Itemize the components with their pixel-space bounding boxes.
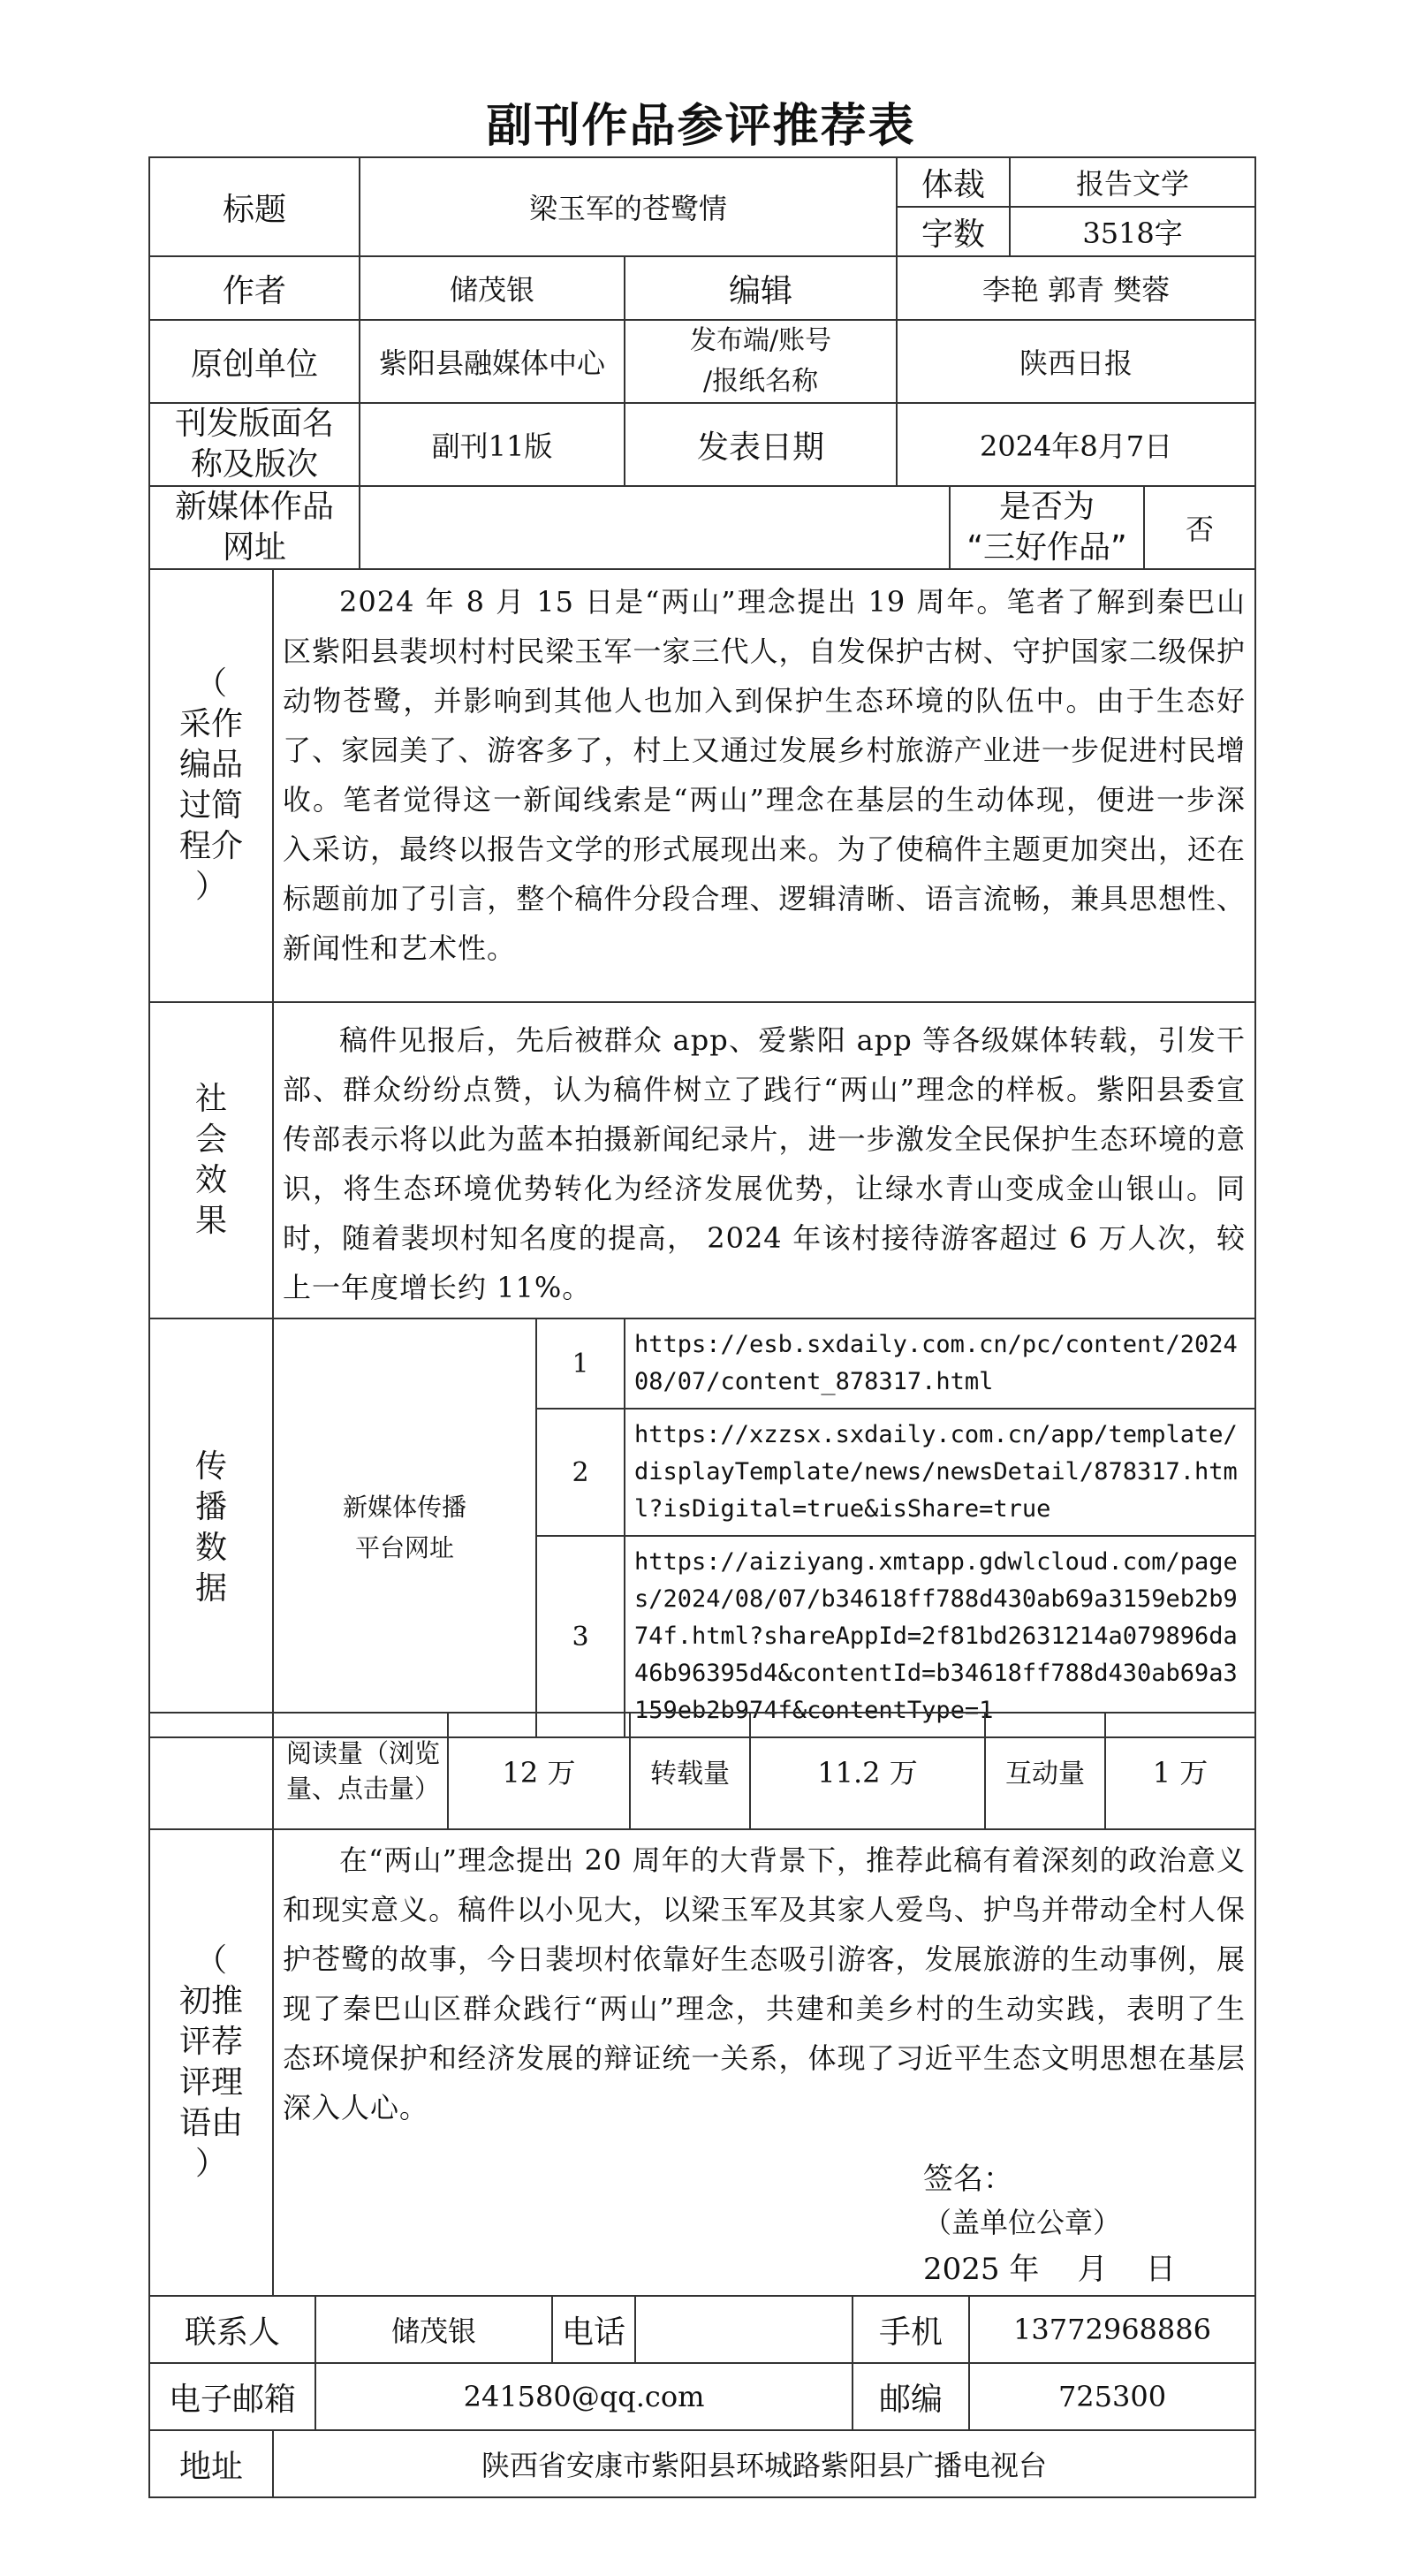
stats-empty-cell bbox=[149, 1713, 273, 1829]
info-table bbox=[148, 156, 1256, 1738]
genre-label: 体裁 bbox=[897, 157, 1010, 207]
email-value: 241580@qq.com bbox=[315, 2363, 853, 2430]
address-value: 陕西省安康市紫阳县环城路紫阳县广播电视台 bbox=[273, 2430, 1255, 2497]
recommend-label-char: 初推 bbox=[178, 1983, 243, 2019]
spread-label-char: 数 bbox=[194, 1530, 227, 1566]
recommend-label-char: 语由 bbox=[178, 2105, 243, 2141]
publisher-label-line1: 发布端/账号 bbox=[689, 325, 832, 356]
document-title: 副刊作品参评推荐表 bbox=[486, 100, 916, 153]
recommend-label-char: （ bbox=[194, 1942, 227, 1979]
author-value: 储茂银 bbox=[360, 256, 625, 320]
process-label bbox=[149, 569, 273, 1002]
zip-label: 邮编 bbox=[853, 2363, 969, 2430]
sign-label: 签名： bbox=[923, 2162, 1013, 2197]
url-number: 1 bbox=[536, 1318, 625, 1409]
title-value: 梁玉军的苍鹭情 bbox=[360, 157, 897, 256]
process-label-char: 程介 bbox=[178, 828, 243, 864]
platform-label-line2: 平台网址 bbox=[355, 1533, 455, 1562]
publisher-label-line2: /报纸名称 bbox=[702, 366, 819, 397]
process-label-char: 编品 bbox=[178, 747, 243, 783]
page-label-line1: 刊发版面名 bbox=[175, 406, 335, 442]
mobile-label: 手机 bbox=[853, 2296, 969, 2363]
spread-label bbox=[149, 1318, 273, 1737]
genre-value: 报告文学 bbox=[1010, 157, 1255, 207]
contact-label: 联系人 bbox=[149, 2296, 315, 2363]
unit-value: 紫阳县融媒体中心 bbox=[360, 320, 625, 403]
process-label-char: 过简 bbox=[178, 787, 243, 824]
sign-date: 2025 年 月 日 bbox=[923, 2252, 1176, 2287]
recommend-label-char: 评理 bbox=[178, 2064, 243, 2101]
date-value: 2024年8月7日 bbox=[897, 403, 1255, 486]
zip-value: 725300 bbox=[969, 2363, 1255, 2430]
sanhao-label-line1: 是否为 bbox=[999, 489, 1095, 525]
spread-label-char: 据 bbox=[194, 1570, 227, 1607]
platform-label bbox=[273, 1318, 536, 1737]
url-link-1[interactable]: https://esb.sxdaily.com.cn/pc/content/202408/07/content_878317.html bbox=[625, 1318, 1255, 1409]
effect-label-char: 效 bbox=[194, 1162, 227, 1198]
process-label-char: ） bbox=[194, 869, 227, 905]
editor-value: 李艳 郭青 樊蓉 bbox=[897, 256, 1255, 320]
effect-label-char: 会 bbox=[194, 1121, 227, 1158]
page-value: 副刊11版 bbox=[360, 403, 625, 486]
recommend-label-char: 评荐 bbox=[178, 2024, 243, 2060]
interactions-label: 互动量 bbox=[985, 1713, 1105, 1829]
contact-value: 储茂银 bbox=[315, 2296, 552, 2363]
reposts-label: 转载量 bbox=[630, 1713, 750, 1829]
wordcount-label: 字数 bbox=[897, 207, 1010, 256]
newmedia-value bbox=[360, 486, 950, 569]
phone-value bbox=[635, 2296, 853, 2363]
unit-label: 原创单位 bbox=[149, 320, 360, 403]
date-label: 发表日期 bbox=[625, 403, 897, 486]
process-text: 2024 年 8 月 15 日是“两山”理念提出 19 周年。笔者了解到秦巴山区紫阳县裴坝村村民梁玉军一家三代人，自发保护古树、守护国家二级保护动物苍鹭，并影响到其他人也加入到保护生态环境的队伍中。由于生态好了、家园美了、游客多了，村上又通过发展乡村旅游产业进一步促进村民增收。笔者觉得这一新闻线索是“两山”理念在基层的生动体现，便进一步深入采访，最终以报告文学的形式展现出来。为了使稿件主题更加突出，还在标题前加了引言，整个稿件分段合理、逻辑清晰、语言流畅，兼具思想性、新闻性和艺术性。 bbox=[283, 585, 1247, 965]
process-label-char: 采作 bbox=[178, 706, 243, 742]
phone-label: 电话 bbox=[552, 2296, 635, 2363]
wordcount-value: 3518字 bbox=[1010, 207, 1255, 256]
spread-label-char: 播 bbox=[194, 1489, 227, 1525]
reads-value: 12 万 bbox=[448, 1713, 630, 1829]
sanhao-label-line2: “三好作品” bbox=[966, 529, 1127, 566]
publisher-value: 陕西日报 bbox=[897, 320, 1255, 403]
effect-label-char: 社 bbox=[194, 1081, 227, 1117]
newmedia-label-line1: 新媒体作品 bbox=[175, 489, 335, 525]
address-label: 地址 bbox=[149, 2430, 273, 2497]
effect-label bbox=[149, 1002, 273, 1318]
reposts-value: 11.2 万 bbox=[750, 1713, 985, 1829]
page-label bbox=[149, 403, 360, 486]
effect-label-char: 果 bbox=[194, 1203, 227, 1239]
platform-label-line1: 新媒体传播 bbox=[343, 1493, 467, 1522]
recommend-text: 在“两山”理念提出 20 周年的大背景下，推荐此稿有着深刻的政治意义和现实意义。稿件以小见大，以梁玉军及其家人爱鸟、护鸟并带动全村人保护苍鹭的故事，今日裴坝村依靠好生态吸引游客，发展旅游的生动事例，展现了秦巴山区群众践行“两山”理念，共建和美乡村的生动实践，表明了生态环境保护和经济发展的辩证统一关系，体现了习近平生态文明思想在基层深入人心。 bbox=[283, 1843, 1246, 2124]
sanhao-value: 否 bbox=[1144, 486, 1255, 569]
reads-label: 阅读量（浏览量、点击量） bbox=[273, 1713, 448, 1829]
process-text-cell bbox=[273, 569, 1255, 1002]
title-label: 标题 bbox=[149, 157, 360, 256]
newmedia-label bbox=[149, 486, 360, 569]
newmedia-label-line2: 网址 bbox=[223, 529, 287, 566]
url-number: 3 bbox=[536, 1536, 625, 1737]
recommend-label-char: ） bbox=[194, 2146, 227, 2182]
contact-table bbox=[148, 2295, 1256, 2498]
seal-label: （盖单位公章） bbox=[923, 2206, 1122, 2239]
sanhao-label bbox=[950, 486, 1144, 569]
recommend-label bbox=[149, 1829, 273, 2296]
interactions-value: 1 万 bbox=[1105, 1713, 1255, 1829]
process-label-char: （ bbox=[194, 665, 227, 702]
editor-label: 编辑 bbox=[625, 256, 897, 320]
publisher-label bbox=[625, 320, 897, 403]
url-number: 2 bbox=[536, 1409, 625, 1536]
page-label-line2: 称及版次 bbox=[191, 446, 319, 483]
url-link-2[interactable]: https://xzzsx.sxdaily.com.cn/app/template/displayTemplate/news/newsDetail/878317.html?isDigital=true&isShare=true bbox=[625, 1409, 1255, 1536]
spread-label-char: 传 bbox=[194, 1448, 227, 1485]
url-link-3[interactable]: https://aiziyang.xmtapp.gdwlcloud.com/pages/2024/08/07/b34618ff788d430ab69a3159eb2b974f.html?shareAppId=2f81bd2631214a079896da46b96395d4&contentId=b34618ff788d430ab69a3159eb2b974f&contentType=1 bbox=[625, 1536, 1255, 1737]
author-label: 作者 bbox=[149, 256, 360, 320]
effect-text: 稿件见报后，先后被群众 app、爱紫阳 app 等各级媒体转载，引发干部、群众纷纷点赞，认为稿件树立了践行“两山”理念的样板。紫阳县委宣传部表示将以此为蓝本拍摄新闻纪录片，进一步激发全民保护生态环境的意识，将生态环境优势转化为经济发展优势，让绿水青山变成金山银山。同时，随着裴坝村知名度的提高， 2024 年该村接待游客超过 6 万人次，较上一年度增长约 11%。 bbox=[283, 1023, 1247, 1304]
mobile-value: 13772968886 bbox=[969, 2296, 1255, 2363]
effect-text-cell bbox=[273, 1002, 1255, 1318]
email-label: 电子邮箱 bbox=[149, 2363, 315, 2430]
